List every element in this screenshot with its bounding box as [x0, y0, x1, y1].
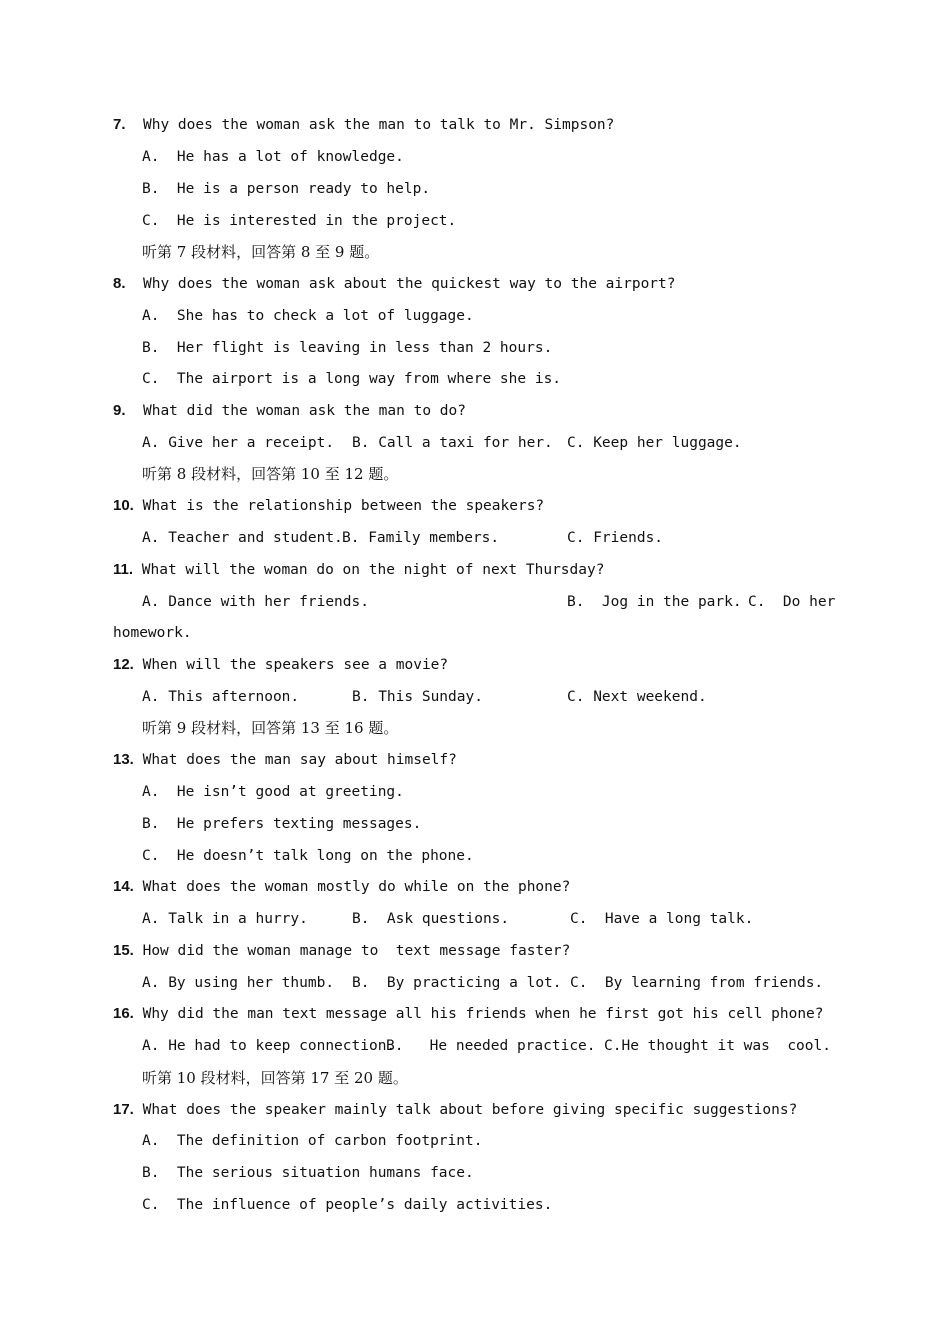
question-text: How did the woman manage to text message faster?	[142, 943, 571, 959]
option-a: A. Talk in a hurry.	[142, 911, 308, 927]
option-c: C.He thought it was cool.	[604, 1038, 831, 1054]
option-b: B. This Sunday.	[352, 689, 483, 705]
option-a: A. He has a lot of knowledge.	[142, 149, 404, 165]
question-number: 9.	[113, 402, 126, 419]
option-b: B. Call a taxi for her.	[352, 435, 553, 451]
option-a: A. The definition of carbon footprint.	[142, 1133, 483, 1149]
question-number: 11.	[113, 561, 134, 578]
question-15	[113, 942, 570, 960]
question-number: 16.	[113, 1005, 134, 1022]
option-b: B. He needed practice.	[386, 1038, 596, 1054]
question-text: What will the woman do on the night of next Thursday?	[141, 562, 605, 578]
question-number: 12.	[113, 656, 134, 673]
option-a: A. He had to keep connection.	[142, 1038, 396, 1054]
question-number: 13.	[113, 751, 134, 768]
question-text: What does the man say about himself?	[142, 752, 457, 768]
option-a: A. Teacher and student.	[142, 530, 343, 546]
question-number: 10.	[113, 497, 134, 514]
question-text: What does the woman mostly do while on the phone?	[142, 879, 571, 895]
section-instruction: 听第 10 段材料，回答第 17 至 20 题。	[142, 1069, 408, 1087]
question-text: Why did the man text message all his friends when he first got his cell phone?	[142, 1006, 824, 1022]
question-17	[113, 1101, 797, 1119]
option-b: B. Family members.	[342, 530, 500, 546]
question-11	[113, 561, 604, 579]
option-c: C. Have a long talk.	[570, 911, 754, 927]
question-14	[113, 878, 570, 896]
option-c-continued: homework.	[113, 625, 192, 641]
question-text: What is the relationship between the speakers?	[142, 498, 545, 514]
section-instruction: 听第 9 段材料，回答第 13 至 16 题。	[142, 719, 399, 737]
question-8	[113, 275, 676, 293]
option-c: C. By learning from friends.	[570, 975, 824, 991]
option-a: A. Dance with her friends.	[142, 594, 369, 610]
question-number: 15.	[113, 942, 134, 959]
option-b: B. Her flight is leaving in less than 2 hours.	[142, 340, 553, 356]
question-9	[113, 402, 466, 420]
option-c: C. The airport is a long way from where she is.	[142, 371, 562, 387]
question-text: Why does the woman ask about the quickest way to the airport?	[142, 276, 676, 292]
question-number: 14.	[113, 878, 134, 895]
option-b: B. By practicing a lot.	[352, 975, 562, 991]
option-c: C. Keep her luggage.	[567, 435, 742, 451]
question-12	[113, 656, 448, 674]
question-number: 7.	[113, 116, 126, 133]
question-text: Why does the woman ask the man to talk to Mr. Simpson?	[142, 117, 615, 133]
option-a: A. Give her a receipt.	[142, 435, 335, 451]
option-b: B. He prefers texting messages.	[142, 816, 422, 832]
option-c: C. The influence of people’s daily activities.	[142, 1197, 553, 1213]
option-c: C. He doesn’t talk long on the phone.	[142, 848, 474, 864]
option-b: B. The serious situation humans face.	[142, 1165, 474, 1181]
question-text: What does the speaker mainly talk about before giving specific suggestions?	[142, 1102, 798, 1118]
question-10	[113, 497, 544, 515]
question-text: What did the woman ask the man to do?	[142, 403, 466, 419]
question-number: 8.	[113, 275, 126, 292]
question-7	[113, 116, 614, 134]
option-a: A. This afternoon.	[142, 689, 300, 705]
option-a: A. By using her thumb.	[142, 975, 335, 991]
question-13	[113, 751, 457, 769]
option-a: A. He isn’t good at greeting.	[142, 784, 404, 800]
option-c: C. Do her	[748, 594, 836, 610]
section-instruction: 听第 8 段材料，回答第 10 至 12 题。	[142, 465, 399, 483]
option-a: A. She has to check a lot of luggage.	[142, 308, 474, 324]
option-c: C. He is interested in the project.	[142, 213, 457, 229]
option-b: B. He is a person ready to help.	[142, 181, 431, 197]
option-b: B. Ask questions.	[352, 911, 510, 927]
question-16	[113, 1005, 824, 1023]
question-text: When will the speakers see a movie?	[142, 657, 449, 673]
option-b: B. Jog in the park.	[567, 594, 742, 610]
option-c: C. Friends.	[567, 530, 664, 546]
question-number: 17.	[113, 1101, 134, 1118]
section-instruction: 听第 7 段材料，回答第 8 至 9 题。	[142, 243, 380, 261]
option-c: C. Next weekend.	[567, 689, 707, 705]
